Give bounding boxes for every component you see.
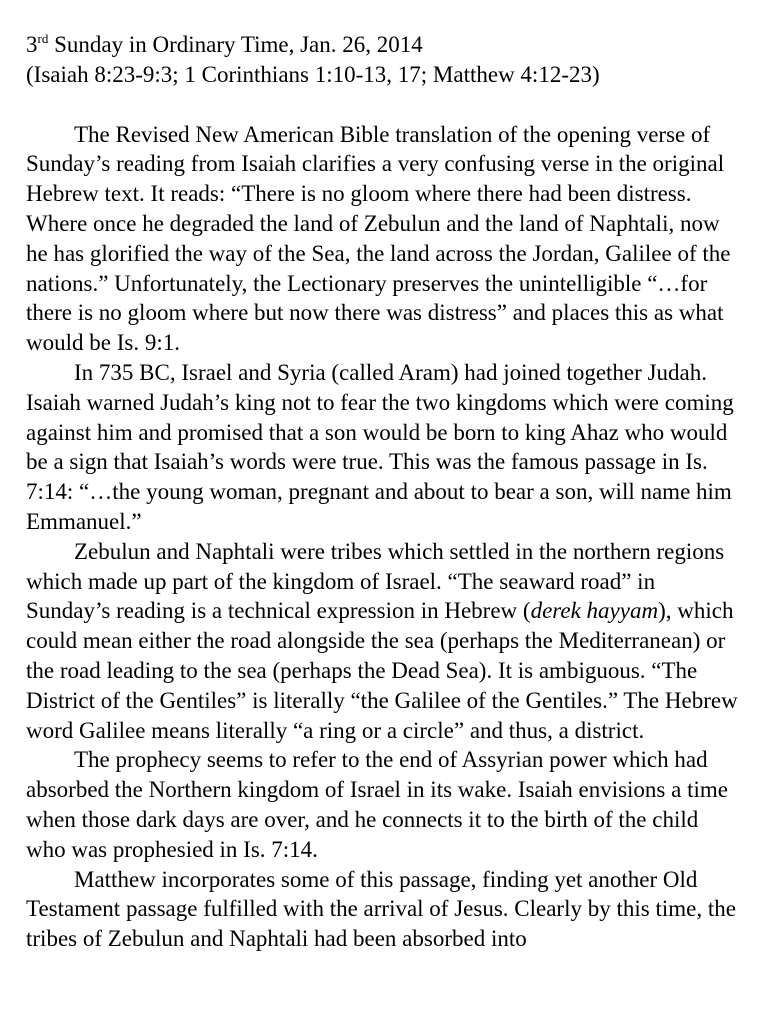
paragraph-matthew: Matthew incorporates some of this passage, finding yet another Old Testament passage fulfilled with the arrival of Jesus. Clearly by this time, the tribes of Zebulun and Naphtali had been absorbed into <box>26 866 736 952</box>
title-text: Sunday in Ordinary Time, Jan. 26, 2014 <box>48 32 423 57</box>
paragraph-history: In 735 BC, Israel and Syria (called Aram) had joined together Judah. Isaiah warned Judah’s king not to fear the two kingdoms which were coming against him and promised that a son would be born to king Ahaz who would be a sign that Isaiah’s words were true. This was the famous passage in Is. 7:14: “…the young woman, pregnant and about to bear a son, will name him Emmanuel.” <box>26 359 734 534</box>
paragraph-tribes <box>26 537 742 746</box>
homily-title <box>26 30 742 60</box>
header-spacer <box>26 90 742 120</box>
hebrew-term: derek hayyam <box>530 598 659 624</box>
paragraph-prophecy: The prophecy seems to refer to the end of Assyrian power which had absorbed the Northern kingdom of Israel in its wake. Isaiah envisions a time when those dark days are over, and he connects it to the birth of the child who was prophesied in Is. 7:14. <box>26 747 728 862</box>
paragraph-translation: The Revised New American Bible translation of the opening verse of Sunday’s reading from Isaiah clarifies a very confusing verse in the original Hebrew text. It reads: “There is no gloom where there had been distress. Where once he degraded the land of Zebulun and the land of Naphtali, now he has glorified the way of the Sea, the land across the Jordan, Galilee of the nations.” Unfortunately, the Lectionary preserves the unintelligible “…for there is no gloom where but now there was distress” and places this as what would be Is. 9:1. <box>26 121 731 356</box>
document-page <box>26 30 742 954</box>
scripture-references: (Isaiah 8:23-9:3; 1 Corinthians 1:10-13, 17; Matthew 4:12-23) <box>26 61 600 87</box>
ordinal-number: 3 <box>26 32 38 57</box>
paragraph-tribes-text-2: ), which could mean either the road alongside the sea (perhaps the Mediterranean) or the road leading to the sea (perhaps the Dead Sea). It is ambiguous. “The District of the Gentiles” is literally “the Galilee of the Gentiles.” The Hebrew word Galilee means literally “a ring or a circle” and thus, a district. <box>26 598 738 743</box>
ordinal-suffix: rd <box>37 31 49 46</box>
paragraph-tribes-text-1: Zebulun and Naphtali were tribes which settled in the northern regions which made up part of the kingdom of Israel. “The seaward road” in Sunday’s reading is a technical expression in Hebrew ( <box>26 538 725 624</box>
